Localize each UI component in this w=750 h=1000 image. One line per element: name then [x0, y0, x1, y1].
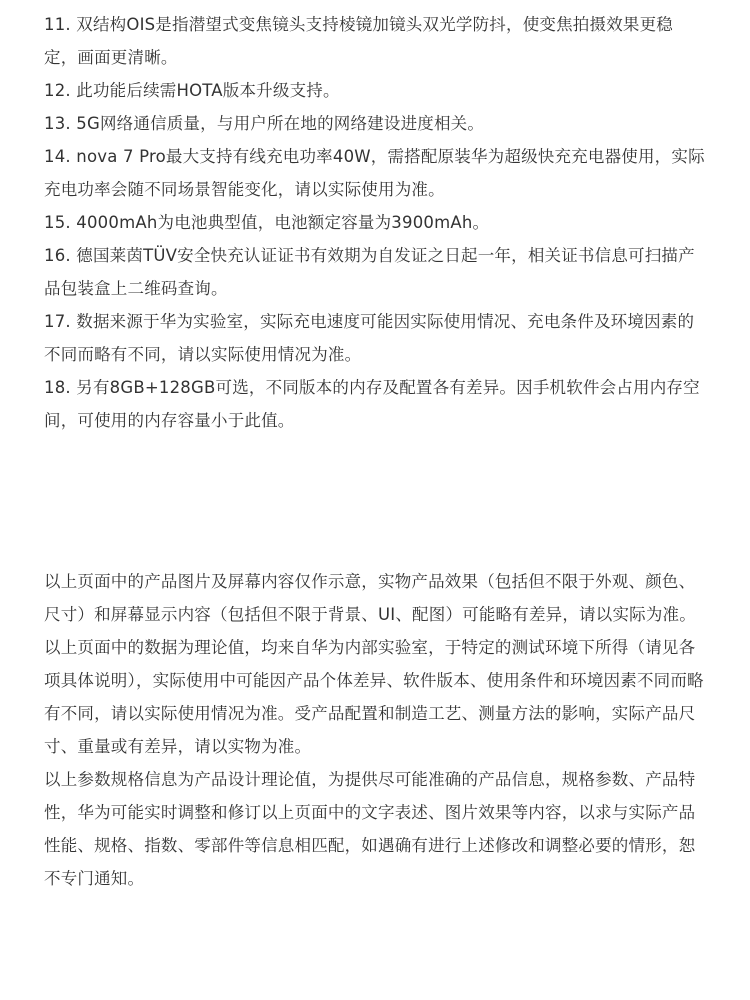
- footnote-11: 11. 双结构OIS是指潜望式变焦镜头支持棱镜加镜头双光学防抖，使变焦拍摄效果更稳定，画面更清晰。: [44, 15, 674, 67]
- footnote-12: 12. 此功能后续需HOTA版本升级支持。: [44, 81, 340, 100]
- disclaimer-specs-paragraph: 以上参数规格信息为产品设计理论值，为提供尽可能准确的产品信息，规格参数、产品特性，华为可能实时调整和修订以上页面中的文字表述、图片效果等内容，以求与实际产品性能、规格、指数、零部件等信息相匹配，如遇确有进行上述修改和调整必要的情形，恕不专门通知。: [44, 770, 696, 888]
- footnote-18: 18. 另有8GB+128GB可选，不同版本的内存及配置各有差异。因手机软件会占用内存空间，可使用的内存容量小于此值。: [44, 378, 700, 430]
- footnote-list: [44, 8, 706, 437]
- footnote-14: 14. nova 7 Pro最大支持有线充电功率40W，需搭配原装华为超级快充充电器使用，实际充电功率会随不同场景智能变化，请以实际使用为准。: [44, 147, 705, 199]
- disclaimer-images-paragraph: 以上页面中的产品图片及屏幕内容仅作示意，实物产品效果（包括但不限于外观、颜色、尺寸）和屏幕显示内容（包括但不限于背景、UI、配图）可能略有差异，请以实际为准。: [44, 572, 696, 624]
- footnote-15: 15. 4000mAh为电池典型值，电池额定容量为3900mAh。: [44, 213, 490, 232]
- footnote-17: 17. 数据来源于华为实验室，实际充电速度可能因实际使用情况、充电条件及环境因素的不同而略有不同，请以实际使用情况为准。: [44, 312, 695, 364]
- footnote-13: 13. 5G网络通信质量，与用户所在地的网络建设进度相关。: [44, 114, 485, 133]
- disclaimer-section: [44, 565, 706, 895]
- disclaimer-data-paragraph: 以上页面中的数据为理论值，均来自华为内部实验室，于特定的测试环境下所得（请见各项具体说明），实际使用中可能因产品个体差异、软件版本、使用条件和环境因素不同而略有不同，请以实际使用情况为准。受产品配置和制造工艺、测量方法的影响，实际产品尺寸、重量或有差异，请以实物为准。: [44, 638, 704, 756]
- footnote-16: 16. 德国莱茵TÜV安全快充认证证书有效期为自发证之日起一年，相关证书信息可扫描产品包装盒上二维码查询。: [44, 246, 695, 298]
